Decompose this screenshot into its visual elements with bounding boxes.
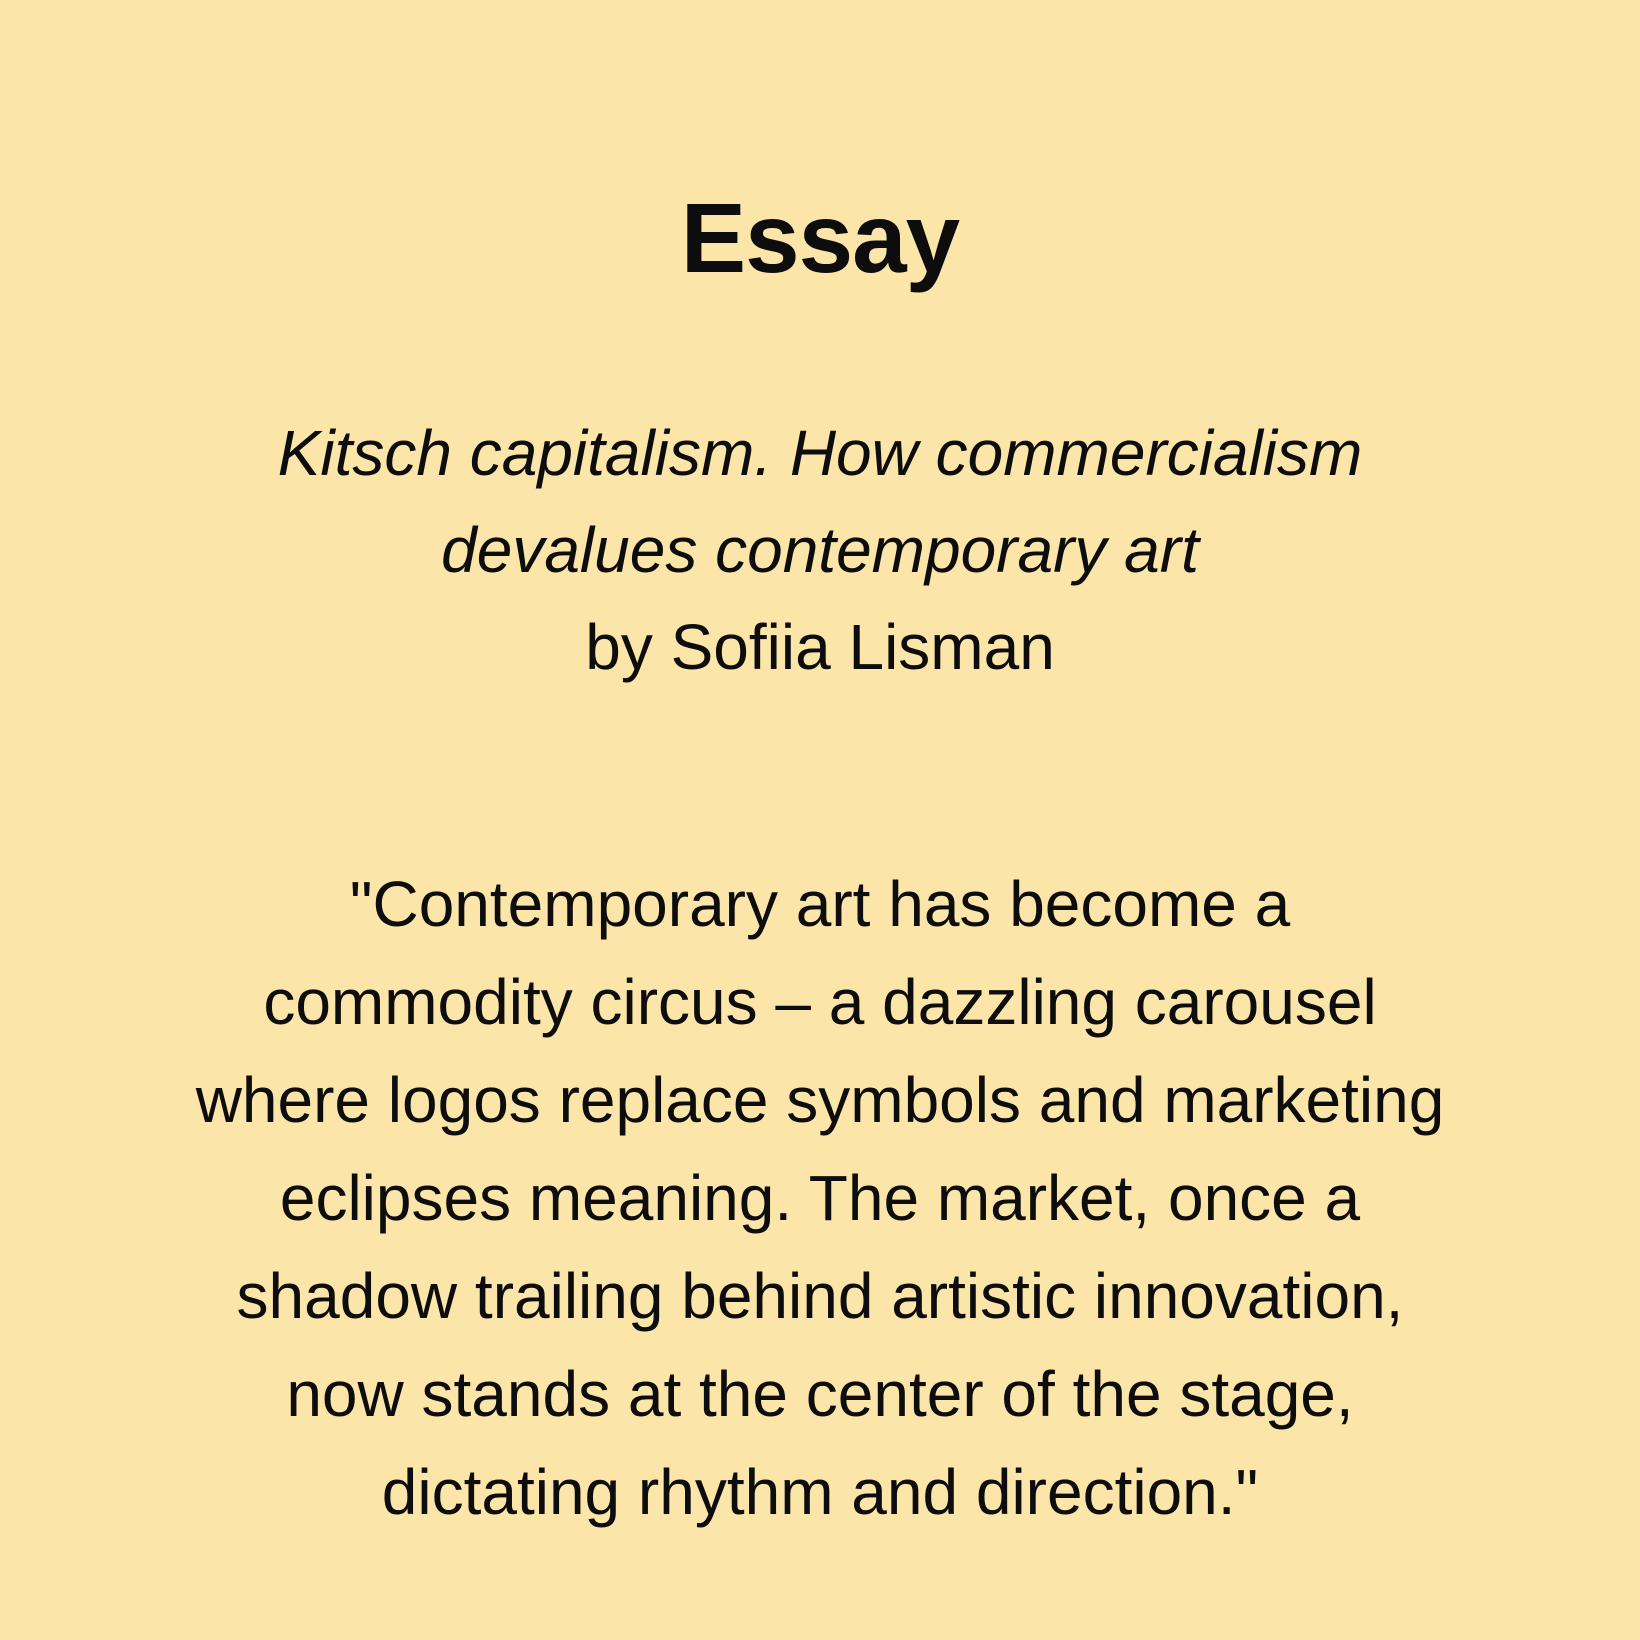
essay-quote xyxy=(0,855,1640,1541)
essay-title-line-1: Kitsch capitalism. How commercialism xyxy=(277,417,1363,489)
essay-subtitle xyxy=(0,405,1640,696)
page-title: Essay xyxy=(680,183,960,293)
quote-line-1: "Contemporary art has become a xyxy=(349,868,1291,940)
quote-line-3: where logos replace symbols and marketing xyxy=(195,1064,1445,1136)
author-byline: by Sofiia Lisman xyxy=(585,611,1055,683)
quote-line-6: now stands at the center of the stage, xyxy=(286,1358,1354,1430)
quote-line-5: shadow trailing behind artistic innovation, xyxy=(236,1260,1404,1332)
quote-line-4: eclipses meaning. The market, once a xyxy=(279,1162,1361,1234)
essay-title-line-2: devalues contemporary art xyxy=(441,514,1199,586)
quote-line-2: commodity circus – a dazzling carousel xyxy=(263,966,1377,1038)
quote-line-7: dictating rhythm and direction." xyxy=(381,1456,1259,1528)
